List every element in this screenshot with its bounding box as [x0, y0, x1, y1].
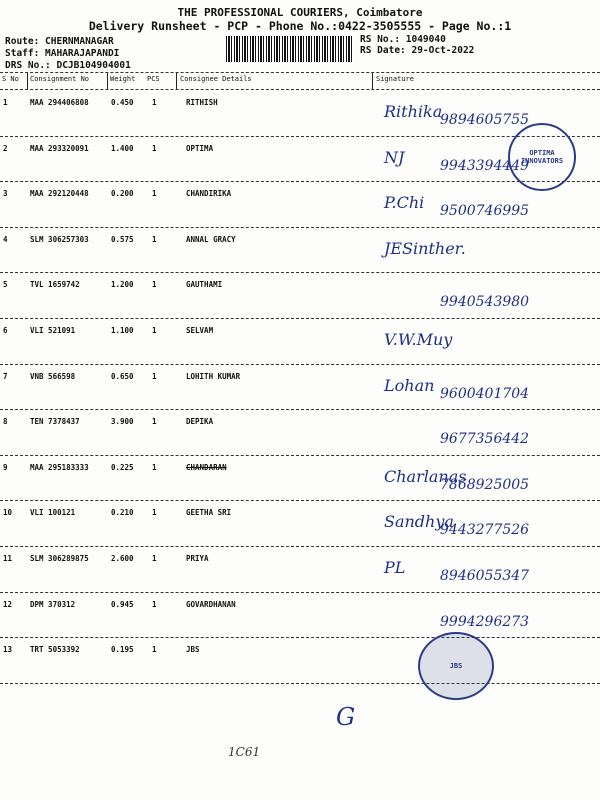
- row-consignment-no: MAA 293320091: [30, 143, 89, 153]
- row-sno: 4: [3, 234, 8, 244]
- row-divider: [0, 546, 600, 547]
- col-divider: [27, 73, 28, 89]
- row-consignment-no: MAA 295183333: [30, 462, 89, 472]
- row-weight: 1.200: [111, 280, 134, 290]
- row-sno: 13: [3, 645, 13, 655]
- row-signature: PL: [384, 558, 406, 577]
- row-weight: 1.100: [111, 326, 134, 335]
- row-weight: 2.600: [111, 554, 134, 563]
- row-sno: 12: [3, 599, 13, 609]
- row-signature: Sandhya: [384, 512, 454, 532]
- row-phone: 9443277526: [440, 522, 530, 539]
- col-consignment: Consignment No: [30, 75, 90, 83]
- drs-label: DRS No.: DCJB104904001: [5, 60, 131, 71]
- row-consignment-no: VLI 100121: [30, 508, 76, 518]
- row-sno: 9: [3, 462, 8, 472]
- footer-count: 1C61: [228, 745, 261, 759]
- row-signature: Charlanas: [384, 466, 467, 486]
- row-sno: 1: [3, 98, 8, 107]
- row-pcs: 1: [152, 645, 157, 655]
- row-weight: 0.650: [111, 371, 134, 381]
- row-pcs: 1: [152, 98, 157, 107]
- route-label: Route: CHERNMANAGAR: [5, 36, 114, 47]
- row-divider: [0, 500, 600, 501]
- row-divider: [0, 364, 600, 365]
- row-pcs: 1: [152, 189, 157, 199]
- row-pcs: 1: [152, 554, 157, 563]
- row-weight: 0.210: [111, 508, 134, 518]
- col-divider: [176, 73, 177, 89]
- jbs-stamp-text: JBS: [449, 662, 463, 670]
- row-divider: [0, 318, 600, 319]
- optima-stamp: [508, 123, 576, 191]
- row-pcs: 1: [152, 599, 157, 609]
- row-consignee-name: GOVARDHANAN: [186, 599, 236, 609]
- row-sno: 5: [3, 280, 8, 290]
- row-sno: 10: [3, 508, 13, 518]
- row-consignee-name: SELVAM: [186, 326, 214, 335]
- row-weight: 0.200: [111, 189, 134, 199]
- row-weight: 1.400: [111, 143, 134, 153]
- row-consignee-name: PRIYA: [186, 554, 209, 563]
- row-pcs: 1: [152, 280, 157, 290]
- row-weight: 0.575: [111, 234, 134, 244]
- row-phone: 7868925005: [440, 476, 530, 493]
- row-divider: [0, 592, 600, 593]
- row-phone: 9500746995: [440, 203, 530, 220]
- row-consignee-name: RITHISH: [186, 98, 218, 107]
- row-consignment-no: DPM 370312: [30, 599, 76, 609]
- row-phone: 9600401704: [440, 385, 530, 402]
- row-sno: 2: [3, 143, 8, 153]
- row-signature: JESinther.: [384, 238, 466, 258]
- row-consignee-name: ANNAL GRACY: [186, 234, 236, 244]
- row-divider: [0, 683, 600, 684]
- header-top-rule: [0, 72, 600, 73]
- staff-label: Staff: MAHARAJAPANDI: [5, 48, 120, 59]
- row-divider: [0, 181, 600, 182]
- row-signature: V.W.Muy: [384, 330, 453, 349]
- row-consignee-name: CHANDIRIKA: [186, 189, 232, 199]
- row-phone: 9677356442: [440, 431, 530, 448]
- row-consignee-name: CHANDARAN: [186, 462, 227, 472]
- header-bottom-rule: [0, 89, 600, 90]
- col-signature: Signature: [376, 75, 414, 83]
- row-phone: 9943394449: [440, 157, 530, 174]
- row-signature: NJ: [384, 147, 405, 167]
- row-signature: P.Chi: [384, 193, 425, 213]
- row-pcs: 1: [152, 462, 157, 472]
- row-weight: 0.450: [111, 98, 134, 107]
- row-sno: 3: [3, 189, 8, 199]
- row-weight: 0.225: [111, 462, 134, 472]
- row-sno: 8: [3, 417, 8, 427]
- row-sno: 11: [3, 554, 13, 563]
- row-divider: [0, 227, 600, 228]
- row-phone: 9940543980: [440, 294, 530, 311]
- row-pcs: 1: [152, 371, 157, 381]
- row-signature: Rithika: [384, 102, 443, 121]
- col-divider: [107, 73, 108, 89]
- row-divider: [0, 409, 600, 410]
- row-consignment-no: VNB 566598: [30, 371, 76, 381]
- barcode: [226, 36, 354, 62]
- row-consignee-name: GEETHA SRI: [186, 508, 232, 518]
- row-phone: 9894605755: [440, 112, 530, 128]
- row-divider: [0, 272, 600, 273]
- col-weight: Weight: [110, 75, 136, 83]
- row-consignment-no: SLM 306257303: [30, 234, 89, 244]
- rs-date: RS Date: 29-Oct-2022: [360, 45, 475, 56]
- company-title: THE PROFESSIONAL COURIERS, Coimbatore: [177, 6, 423, 19]
- row-consignee-name: OPTIMA: [186, 143, 214, 153]
- footer-initial: G: [336, 703, 356, 731]
- col-divider: [372, 73, 373, 89]
- row-consignee-name: GAUTHAMI: [186, 280, 223, 290]
- row-pcs: 1: [152, 143, 157, 153]
- row-consignment-no: TVL 1659742: [30, 280, 80, 290]
- row-divider: [0, 455, 600, 456]
- row-consignee-name: DEPIKA: [186, 417, 214, 427]
- row-pcs: 1: [152, 234, 157, 244]
- row-consignment-no: TEN 7378437: [30, 417, 80, 427]
- col-pcs: PCS: [147, 75, 160, 83]
- row-pcs: 1: [152, 326, 157, 335]
- row-signature: Lohan: [384, 375, 435, 395]
- row-consignee-name: JBS: [186, 645, 200, 655]
- row-divider: [0, 136, 600, 137]
- row-sno: 6: [3, 326, 8, 335]
- row-pcs: 1: [152, 508, 157, 518]
- row-divider: [0, 637, 600, 638]
- row-sno: 7: [3, 371, 8, 381]
- row-weight: 0.945: [111, 599, 134, 609]
- row-weight: 0.195: [111, 645, 134, 655]
- optima-stamp-text: OPTIMA INNOVATORS: [520, 149, 564, 165]
- rs-number: RS No.: 1049040: [360, 34, 446, 45]
- row-phone: 9994296273: [440, 613, 530, 630]
- row-consignee-name: LOHITH KUMAR: [186, 371, 241, 381]
- row-consignment-no: VLI 521091: [30, 326, 76, 335]
- col-consignee: Consignee Details: [180, 75, 252, 83]
- jbs-stamp: [418, 632, 494, 700]
- runsheet-subtitle: Delivery Runsheet - PCP - Phone No.:0422-3505555 - Page No.:1: [88, 19, 512, 33]
- row-consignment-no: MAA 292120448: [30, 189, 89, 199]
- row-weight: 3.900: [111, 417, 134, 427]
- row-consignment-no: SLM 306289875: [30, 554, 89, 563]
- col-sno: S No: [2, 75, 19, 83]
- row-consignment-no: TRT 5053392: [30, 645, 80, 655]
- row-consignment-no: MAA 294406808: [30, 98, 89, 107]
- row-phone: 8946055347: [440, 568, 530, 584]
- row-pcs: 1: [152, 417, 157, 427]
